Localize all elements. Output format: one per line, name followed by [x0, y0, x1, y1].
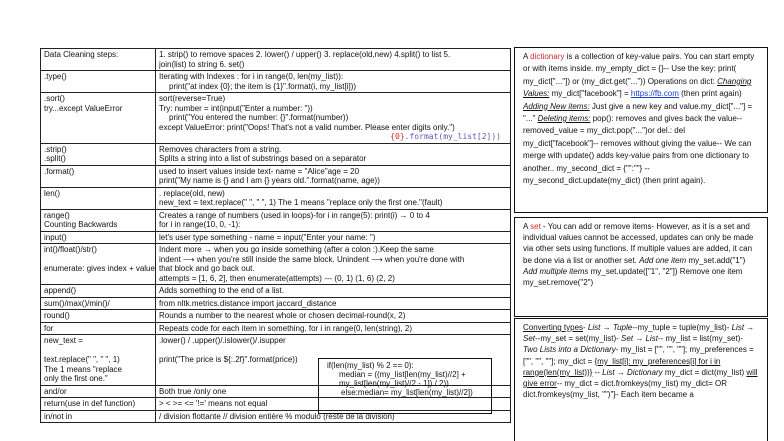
code-line: else:median= my_list[len(my_list)//2]) [341, 388, 473, 397]
description-cell [156, 297, 511, 310]
table-row [41, 165, 511, 187]
description-cell [156, 49, 511, 71]
description-line: indent ⟶ when you're still inside the same block. Unindent ⟶ when you're done with [159, 254, 465, 264]
term-line: int()/float()/str() [44, 245, 97, 254]
description-line: Removes characters from a string. [159, 144, 282, 154]
set-list-heading: Set → List [621, 334, 658, 344]
term-line: text.replace(" ", " ", 1) [44, 355, 120, 364]
term-cell [41, 165, 156, 187]
term-cell [41, 310, 156, 323]
description-line: Indent more → when you go inside something (after a colon :).Keep the same [159, 245, 434, 254]
code-line: my_list[len(my_list)//2 - 1]) / 2)) [339, 379, 449, 388]
term-cell [41, 335, 156, 386]
description-cell [156, 143, 511, 165]
table-row [41, 143, 511, 165]
dictionary-notes-box [514, 47, 768, 213]
text: - my_list = ["", "", ""]; my_preferences = ["", "", ""]; my_dict = [523, 345, 754, 366]
table-row [41, 71, 511, 93]
description-line: used to insert values inside text- name = "Alice"age = 20 [159, 166, 360, 176]
description-line: attempts = [1, 6, 2], then enumerate(attempts) --- (0, 1) (1, 6) (2, 2) [159, 273, 395, 283]
description-line: join(list) to string 6. set() [159, 59, 245, 69]
fb-link[interactable]: https://fb.com [630, 89, 679, 99]
description-line: Iterating with Indexes : for i in range(0, len(my_list)): [159, 72, 344, 81]
description-line: for i in range(10, 0, -1): [159, 220, 241, 229]
table-row [41, 209, 511, 231]
description-line: print("You entered the number: {}".format(number)) [169, 113, 349, 122]
text: --my_set = set(my_list)- [535, 334, 622, 344]
term-line: .strip() [44, 144, 67, 154]
text: -- my_list = list(my_set)- [657, 334, 744, 344]
description-line: Creates a range of numbers (used in loops)-for i in range(5): print(i) → 0 to 4 [159, 210, 430, 220]
format-code-snippet [159, 132, 507, 142]
description-line: that block and go back out. [159, 264, 255, 273]
description-line: Try: number = int(input("Enter a number: ")) [159, 103, 313, 113]
term-line: Data Cleaning steps: [44, 50, 119, 59]
term-line: The 1 means "replace [44, 364, 122, 374]
adding-items-heading: Adding New items: [523, 101, 590, 111]
text: - [583, 323, 588, 332]
term-line [44, 255, 152, 265]
description-cell [156, 209, 511, 231]
dict-comprehension: {my_list[i]: my_preferences[i] for i in range(len(my_list))} [523, 356, 721, 377]
add-multiple-heading: Add multiple items [523, 266, 589, 276]
term-line: enumerate: gives index + value [44, 264, 155, 273]
description-cell [156, 187, 511, 209]
text: my_dict = dict(my_list) [662, 367, 747, 377]
text: my_set.update(["1", "2"]) Remove one item my_set.remove("2") [523, 266, 743, 288]
term-line: return(use in def function) [44, 399, 136, 408]
term-line: .type() [44, 72, 67, 81]
description-line: Rounds a number to the nearest whole or chosen decimal-round(x, 2) [159, 311, 406, 320]
list-set-heading: List → Set [523, 323, 755, 344]
term-line: new_text = [44, 336, 83, 345]
term-cell [41, 209, 156, 231]
table-row [41, 93, 511, 144]
table-row [41, 297, 511, 310]
code-rest: .format(my_list[2])) [404, 132, 501, 141]
term-cell [41, 187, 156, 209]
set-keyword: set [530, 222, 541, 231]
term-line: .split() [44, 154, 66, 163]
term-line: range() [44, 210, 70, 220]
text: A [523, 222, 531, 231]
term-cell [41, 49, 156, 71]
text: -- [592, 367, 603, 377]
term-line: .sort() [44, 94, 65, 103]
term-line: input() [44, 232, 67, 242]
description-line: except ValueError: print("Oops! That's not a valid number. Please enter digits only.") [159, 122, 455, 132]
term-line: append() [44, 286, 77, 295]
description-cell [156, 165, 511, 187]
term-cell [41, 143, 156, 165]
list-dict-heading: List → Dictionary [602, 367, 663, 377]
deleting-items-heading: Deleting items: [537, 114, 591, 124]
description-line: > < >= <= '!=' means not equal [159, 399, 268, 408]
description-line: new_text = text.replace(" ", " ", 1) The 1 means "replace only the first one."(fault) [159, 198, 443, 207]
add-one-heading: Add one item [639, 255, 687, 265]
table-row [41, 285, 511, 298]
text: my_set.add("1") [686, 255, 746, 265]
text: A [523, 52, 531, 61]
description-cell [156, 231, 511, 244]
description-line: sort(reverse=True) [159, 94, 226, 103]
term-cell [41, 244, 156, 285]
term-line: len() [44, 188, 61, 198]
term-cell [41, 385, 156, 398]
will-give-error: will give error [523, 367, 758, 389]
table-row [41, 187, 511, 209]
text: --my_tuple = tuple(my_list)- [632, 323, 732, 332]
term-cell [41, 71, 156, 93]
description-line: from nltk.metrics.distance import jaccard_distance [159, 298, 337, 308]
text: my_dict["facebook"] = [549, 89, 631, 99]
description-line: print("The price is ${:.2f}".format(price)) [159, 355, 298, 364]
term-cell [41, 93, 156, 144]
term-cell [41, 410, 156, 423]
description-cell [156, 71, 511, 93]
term-line: try...except ValueError [44, 103, 123, 113]
table-row [41, 322, 511, 335]
term-line: only the first one." [44, 374, 108, 383]
term-cell [41, 231, 156, 244]
description-line: let's user type something - name = input("Enter your name: ") [159, 232, 376, 242]
text: -- my_dict = dict.fromkeys(my_list) my_dict= OR dict.fromkeys(my_list, "")"}- Each item became a [523, 379, 728, 400]
description-cell [156, 322, 511, 335]
term-line: sum()/max()/min()/ [44, 298, 110, 308]
term-line: and/or [44, 386, 67, 396]
table-row [41, 310, 511, 323]
term-line: in/not in [44, 411, 73, 421]
code-placeholder: {0} [390, 132, 405, 141]
description-line: Both true /only one [159, 386, 227, 396]
table-row [41, 244, 511, 285]
description-line: Repeats code for each item in something. for i in range(0, len(string), 2) [159, 323, 413, 333]
term-line: round() [44, 311, 70, 320]
description-line: Adds something to the end of a list. [159, 286, 284, 295]
text: Just give a new key and value.my_dict["..."] = "..." [523, 101, 753, 124]
description-line: . replace(old, new) [159, 188, 225, 198]
changing-values-heading: Changing Values: [523, 76, 752, 99]
term-line: .format() [44, 166, 75, 176]
dictionary-keyword: dictionary [530, 52, 565, 61]
term-line: for [44, 323, 54, 333]
term-cell [41, 322, 156, 335]
text: is a collection of key-value pairs. You can start empty or with items inside. [523, 52, 755, 74]
description-line: / division flottante // division entière % modulo (reste de la division) [159, 411, 395, 421]
description-line: .lower() / .upper()/.islower()/.isupper [159, 336, 286, 345]
code-line: if(len(my_list) % 2 == 0): [327, 361, 414, 370]
text: - You can add or remove items- However, as it is a set and individual values cannot be accessed, updates can only be made via other sets using functions. If multiple values are added, it can be done via a list or another set. [523, 222, 754, 265]
text: my_empty_dict = {}-- Use the key: print( my_dict["..."]) or (my_dict.get("...")) Operations on dict: [523, 64, 737, 86]
description-cell [156, 244, 511, 285]
text: pop(): removes and gives back the value--removed_value = my_dict.pop("...")or del.: del my_dict["facebook"]-- removes without giving the value-- We can merge with update() adds key-value pairs from one dictionary to another.. my_second_dict = {"":""} -- my_second_dict.update(my_dict) (then print again). [523, 114, 752, 186]
description-line: Splits a string into a list of substrings based on a separator [159, 154, 367, 163]
term-line: Counting Backwards [44, 220, 118, 229]
converting-types-heading: Converting types [523, 323, 584, 332]
set-notes-box [514, 217, 768, 317]
term-line [44, 346, 152, 356]
description-cell [156, 93, 511, 144]
table-row [41, 231, 511, 244]
description-line: print("at index {0}; the item is {1}".format(i, my_list[i])) [169, 81, 357, 91]
description-cell [156, 285, 511, 298]
converting-types-box [514, 318, 768, 441]
text: (then print again) [678, 89, 742, 99]
description-line [159, 346, 507, 356]
code-line: median = ((my_list[len(my_list)//2] + [339, 370, 466, 379]
description-line: print("My name is {} and I am {} years old.".format(name, age)) [159, 176, 380, 185]
term-cell [41, 297, 156, 310]
description-cell [156, 310, 511, 323]
list-tuple-heading: List → Tuple [587, 323, 633, 332]
two-lists-dict-heading: Two Lists into a Dictionary [523, 345, 616, 355]
table-row [41, 49, 511, 71]
description-line: 1. strip() to remove spaces 2. lower() / upper() 3. replace(old,new) 4.split() to list 5. [159, 50, 451, 59]
term-cell [41, 285, 156, 298]
median-code-box [318, 358, 492, 414]
term-cell [41, 398, 156, 411]
